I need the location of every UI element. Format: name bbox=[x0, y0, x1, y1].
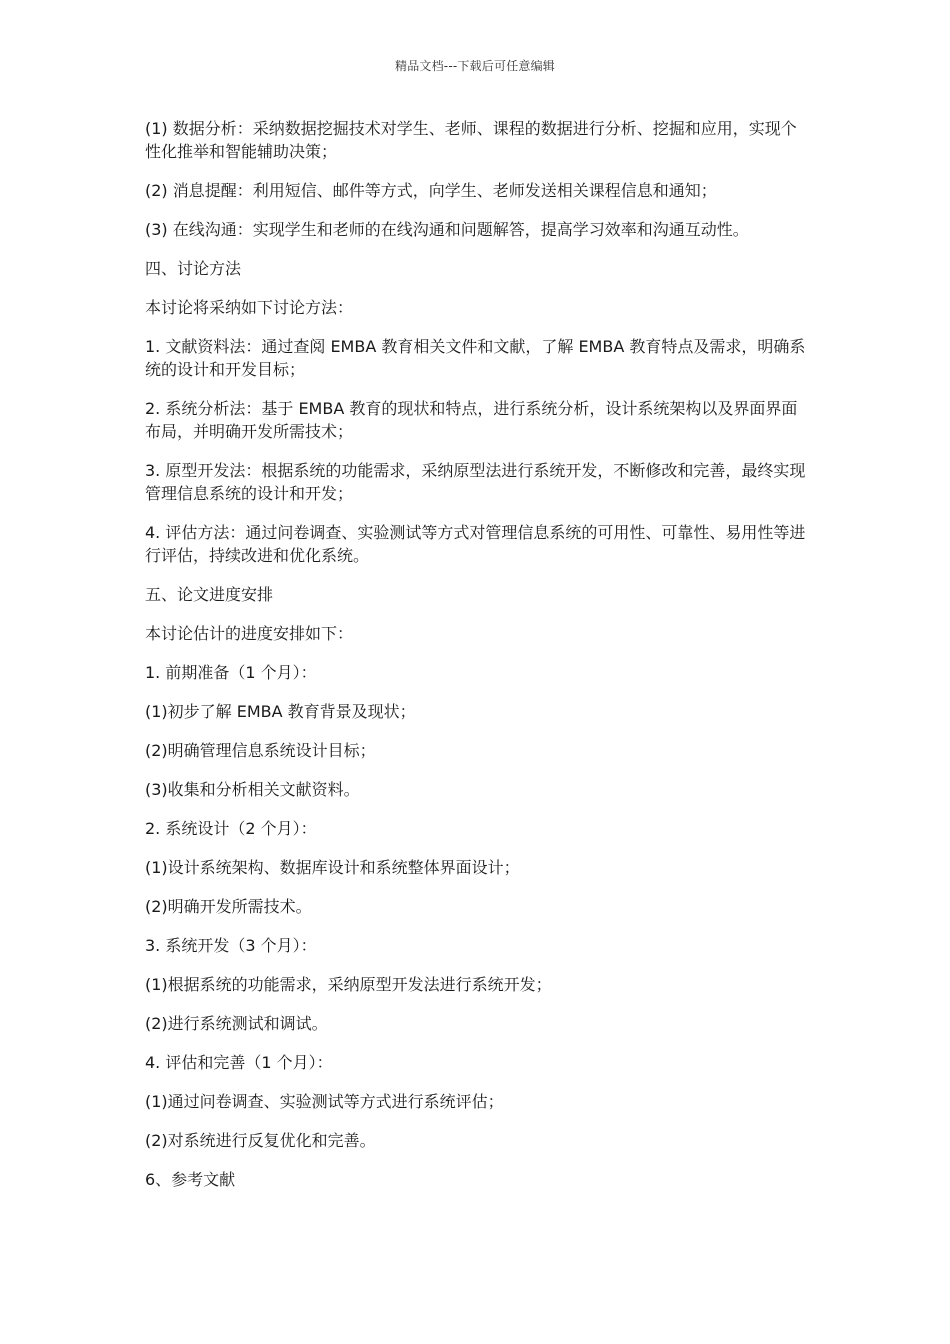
paragraph-data-analysis: (1) 数据分析：采纳数据挖掘技术对学生、老师、课程的数据进行分析、挖掘和应用，实现个性化推举和智能辅助决策； bbox=[145, 119, 797, 161]
paragraph-message-reminder: (2) 消息提醒：利用短信、邮件等方式，向学生、老师发送相关课程信息和通知； bbox=[145, 181, 717, 200]
paragraph-literature-method: 1. 文献资料法：通过查阅 EMBA 教育相关文件和文献，了解 EMBA 教育特点及需求，明确系统的设计和开发目标； bbox=[145, 337, 806, 379]
schedule-item: (1)通过问卷调查、实验测试等方式进行系统评估； bbox=[145, 1092, 504, 1111]
paragraph-schedule-intro: 本讨论估计的进度安排如下： bbox=[145, 624, 354, 643]
section-heading-research-methods: 四、讨论方法 bbox=[145, 259, 242, 278]
schedule-item: (2)进行系统测试和调试。 bbox=[145, 1014, 328, 1033]
section-heading-schedule: 五、论文进度安排 bbox=[145, 585, 274, 604]
schedule-item: (2)明确开发所需技术。 bbox=[145, 897, 312, 916]
paragraph-evaluation-method: 4. 评估方法：通过问卷调查、实验测试等方式对管理信息系统的可用性、可靠性、易用性等进行评估，持续改进和优化系统。 bbox=[145, 523, 806, 565]
schedule-item: (3)收集和分析相关文献资料。 bbox=[145, 780, 360, 799]
paragraph-online-communication: (3) 在线沟通：实现学生和老师的在线沟通和问题解答，提高学习效率和沟通互动性。 bbox=[145, 220, 749, 239]
schedule-phase-development: 3. 系统开发（3 个月）： bbox=[145, 936, 317, 955]
page-header: 精品文档---下载后可任意编辑 bbox=[395, 59, 555, 73]
schedule-phase-preparation: 1. 前期准备（1 个月）： bbox=[145, 663, 317, 682]
schedule-item: (2)明确管理信息系统设计目标； bbox=[145, 741, 376, 760]
section-heading-references: 6、参考文献 bbox=[145, 1170, 236, 1189]
schedule-item: (2)对系统进行反复优化和完善。 bbox=[145, 1131, 376, 1150]
schedule-item: (1)根据系统的功能需求，采纳原型开发法进行系统开发； bbox=[145, 975, 552, 994]
schedule-item: (1)初步了解 EMBA 教育背景及现状； bbox=[145, 702, 416, 721]
schedule-phase-evaluation: 4. 评估和完善（1 个月）： bbox=[145, 1053, 333, 1072]
paragraph-methods-intro: 本讨论将采纳如下讨论方法： bbox=[145, 298, 354, 317]
paragraph-prototype-method: 3. 原型开发法：根据系统的功能需求，采纳原型法进行系统开发，不断修改和完善，最终实现管理信息系统的设计和开发； bbox=[145, 461, 806, 503]
document-body bbox=[145, 117, 810, 1207]
paragraph-system-analysis-method: 2. 系统分析法：基于 EMBA 教育的现状和特点，进行系统分析，设计系统架构以及界面界面布局，并明确开发所需技术； bbox=[145, 399, 798, 441]
schedule-item: (1)设计系统架构、数据库设计和系统整体界面设计； bbox=[145, 858, 520, 877]
schedule-phase-design: 2. 系统设计（2 个月）： bbox=[145, 819, 317, 838]
